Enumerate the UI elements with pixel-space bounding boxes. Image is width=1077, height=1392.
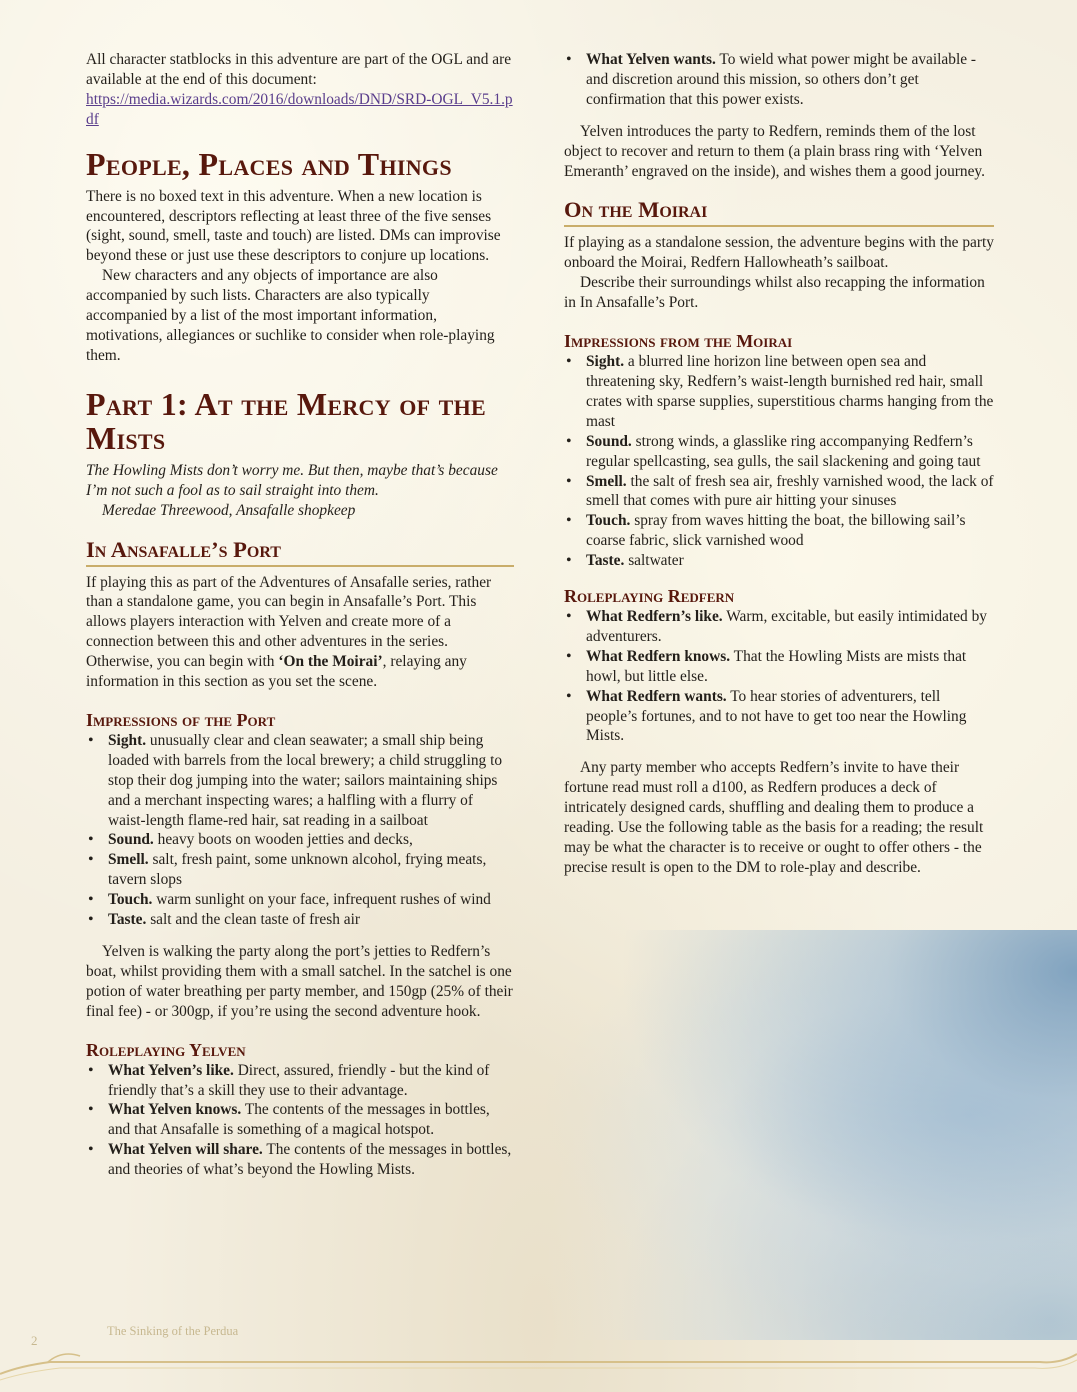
heading-part-1: Part 1: At the Mercy of the Mists	[86, 385, 487, 456]
list-item: • What Yelven’s like. Direct, assured, friendly - but the kind of friendly that’s a skill they use to their advantage.	[86, 1061, 514, 1101]
footer-ornament	[0, 1344, 1077, 1392]
heading-roleplaying-redfern: Roleplaying Redfern	[564, 586, 735, 607]
list-item: • What Redfern’s like. Warm, excitable, but easily intimidated by adventurers.	[564, 607, 994, 647]
quote-attribution: Meredae Threewood, Ansafalle shopkeep	[102, 501, 356, 519]
footer-document-title: The Sinking of the Perdua	[107, 1324, 239, 1338]
right-column	[564, 50, 994, 878]
heading-impressions-moirai: Impressions from the Moirai	[564, 331, 793, 352]
moirai-senses-list	[564, 352, 994, 571]
heading-on-the-moirai: On the Moirai	[564, 197, 994, 227]
list-item: • Smell. the salt of fresh sea air, freshly varnished wood, the lack of smell that comes with pure air hitting your sinuses	[564, 472, 994, 512]
list-item: • Sound. heavy boots on wooden jetties and decks,	[86, 830, 514, 850]
yelven-wants-list	[564, 50, 994, 110]
list-item: • Smell. salt, fresh paint, some unknown alcohol, frying meats, tavern slops	[86, 850, 514, 890]
list-item: • Sight. a blurred line horizon line between open sea and threatening sky, Redfern’s waist-length burnished red hair, small crates with sparse supplies, superstitious charms hanging from the mast	[564, 352, 994, 432]
yelven-introduces-paragraph: Yelven introduces the party to Redfern, reminds them of the lost object to recover and return to them (a plain brass ring with ‘Yelven Emeranth’ engraved on the inside), and wishes them a good journey.	[564, 122, 985, 180]
list-item: • What Yelven knows. The contents of the messages in bottles, and that Ansafalle is something of a magical hotspot.	[86, 1100, 514, 1140]
yelven-paragraph: Yelven is walking the party along the port’s jetties to Redfern’s boat, whilst providing them with a small satchel. In the satchel is one potion of water breathing per party member, and 150gp (25% of their final fee) - or 300gp, if you’re using the second adventure hook.	[86, 943, 513, 1020]
people-paragraph-1: There is no boxed text in this adventure. When a new location is encountered, descriptors reflecting at least three of the five senses (sight, sound, smell, taste and touch) are listed. DMs can improvise beyond these or just use these descriptors to conjure up locations.	[86, 187, 501, 265]
srd-link[interactable]: https://media.wizards.com/2016/downloads/DND/SRD-OGL_V5.1.pdf	[86, 90, 513, 128]
heading-impressions-port: Impressions of the Port	[86, 709, 276, 730]
redfern-list	[564, 607, 994, 746]
redfern-fortune-paragraph: Any party member who accepts Redfern’s invite to have their fortune read must roll a d100, as Redfern produces a deck of intricately designed cards, shuffling and dealing them to produce a reading. Use the following table as the basis for a reading; the result may be what the character is to receive or ought to offer others - the precise result is open to the DM to role-play and describe.	[564, 759, 984, 876]
heading-roleplaying-yelven: Roleplaying Yelven	[86, 1039, 246, 1060]
list-item: • What Yelven wants. To wield what power might be available - and discretion around this mission, so others don’t get confirmation that this power exists.	[564, 50, 994, 110]
sea-wave-illustration	[540, 930, 1077, 1340]
intro-paragraph: All character statblocks in this adventure are part of the OGL and are available at the end of this document: https://media.wizards.com/2016/downloads/DND/SRD-OGL_V5.1.pdf	[86, 51, 513, 128]
left-column	[86, 50, 514, 1180]
heading-people-places-things: People, Places and Things	[86, 145, 452, 182]
people-paragraph-2: New characters and any objects of importance are also accompanied by such lists. Characters are also typically accompanied by a list of the most important information, motivations, allegiances or suchlike to consider when role-playing them.	[86, 267, 495, 364]
quote-text: The Howling Mists don’t worry me. But then, maybe that’s because I’m not such a fool as to sail straight into them.	[86, 461, 498, 499]
page-number: 2	[31, 1333, 38, 1348]
port-paragraph: If playing this as part of the Adventures of Ansafalle series, rather than a standalone game, you can begin in Ansafalle’s Port. This allows players interaction with Yelven and create more of a connection between this and other adventures in the series. Otherwise, you can begin with ‘On the Moirai’, relaying any information in this section as you set the scene.	[86, 573, 492, 691]
list-item: • What Redfern knows. That the Howling Mists are mists that howl, but little else.	[564, 647, 994, 687]
list-item: • Taste. salt and the clean taste of fresh air	[86, 910, 514, 930]
list-item: • What Redfern wants. To hear stories of adventurers, tell people’s fortunes, and to not have to get too near the Howling Mists.	[564, 687, 994, 747]
list-item: • Touch. spray from waves hitting the boat, the billowing sail’s coarse fabric, slick varnished wood	[564, 511, 994, 551]
list-item: • Touch. warm sunlight on your face, infrequent rushes of wind	[86, 890, 514, 910]
port-senses-list	[86, 731, 514, 930]
heading-ansafalles-port: In Ansafalle’s Port	[86, 537, 514, 567]
moirai-paragraph-1: If playing as a standalone session, the adventure begins with the party onboard the Moirai, Redfern Hallowheath’s sailboat.	[564, 234, 994, 272]
list-item: • What Yelven will share. The contents of the messages in bottles, and theories of what’s beyond the Howling Mists.	[86, 1140, 514, 1180]
list-item: • Taste. saltwater	[564, 551, 994, 571]
list-item: • Sight. unusually clear and clean seawater; a small ship being loaded with barrels from the local brewery; a child struggling to stop their dog jumping into the water; sailors maintaining ships and a merchant inspecting wares; a halfling with a flurry of waist-length flame-red hair, sat reading in a sailboat	[86, 731, 514, 831]
yelven-list	[86, 1061, 514, 1180]
moirai-paragraph-2: Describe their surroundings whilst also recapping the information in In Ansafalle’s Port.	[564, 274, 985, 312]
list-item: • Sound. strong winds, a glasslike ring accompanying Redfern’s regular spellcasting, sea gulls, the sail slackening and going taut	[564, 432, 994, 472]
